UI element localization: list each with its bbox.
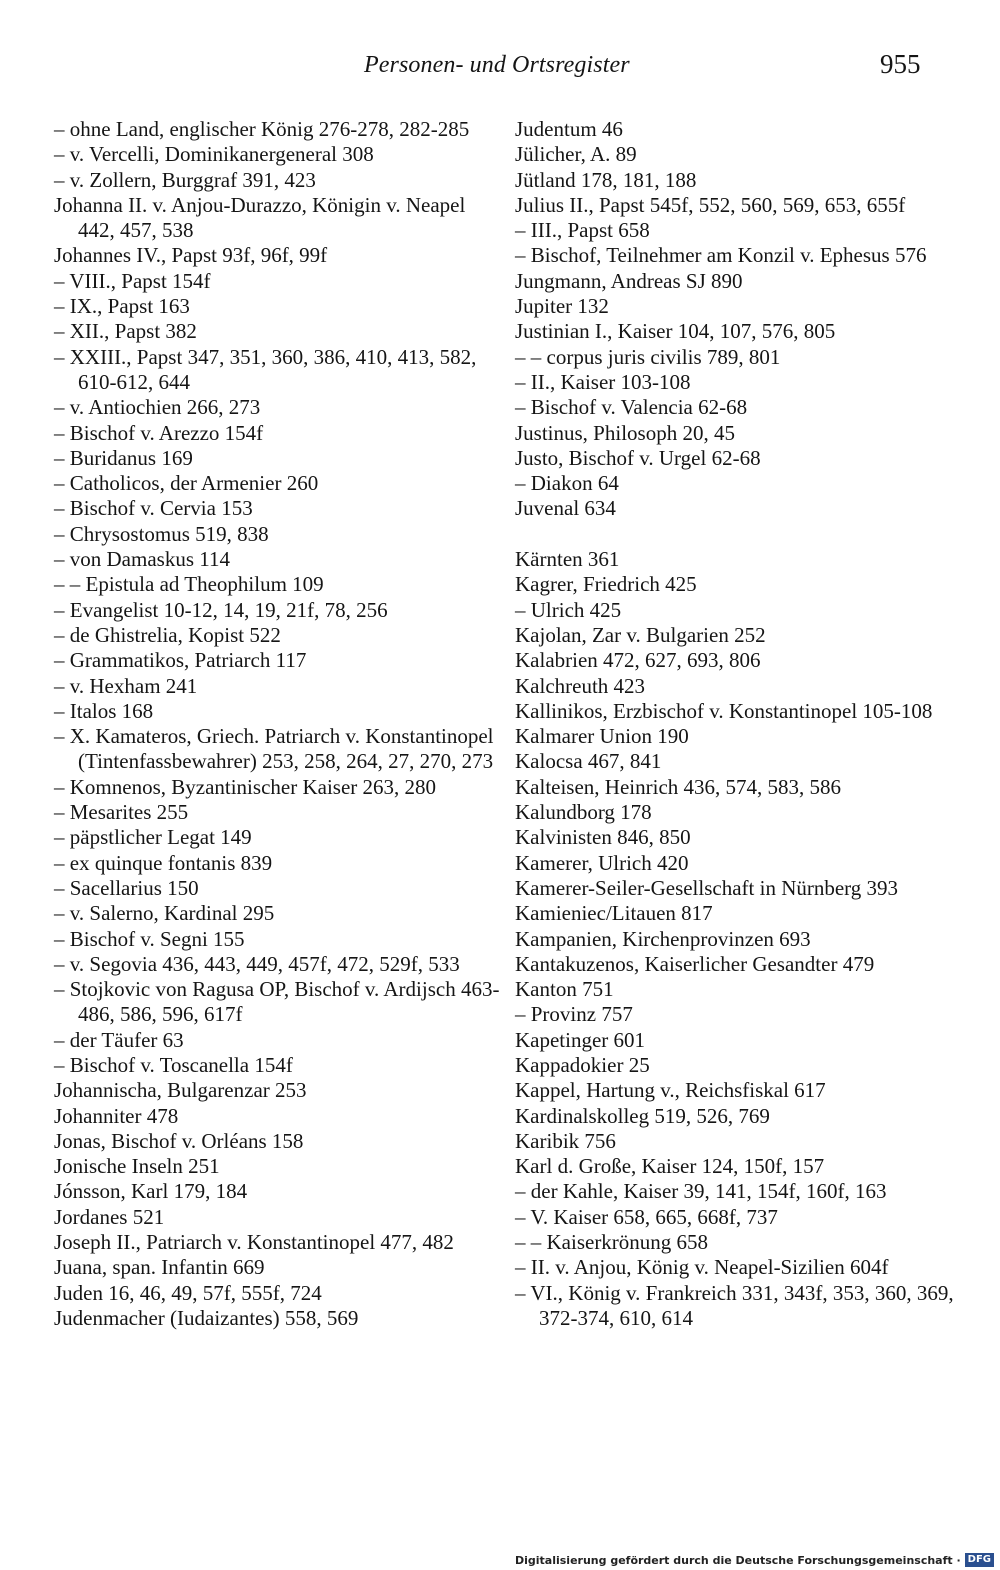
index-entry: Kalmarer Union 190 xyxy=(515,724,689,749)
index-entry: – Diakon 64 xyxy=(515,471,619,496)
index-entry: Kappadokier 25 xyxy=(515,1052,650,1077)
index-entry: Kagrer, Friedrich 425 xyxy=(515,572,697,597)
index-entry: Jülicher, A. 89 xyxy=(515,142,637,167)
index-entry: Kalabrien 472, 627, 693, 806 xyxy=(515,648,761,673)
index-entry: – päpstlicher Legat 149 xyxy=(54,825,252,850)
index-entry: – von Damaskus 114 xyxy=(54,547,230,572)
index-entry: Jupiter 132 xyxy=(515,294,609,319)
index-entry: Kajolan, Zar v. Bulgarien 252 xyxy=(515,622,766,647)
index-entry: – Catholicos, der Armenier 260 xyxy=(54,471,319,496)
index-entry: Johannes IV., Papst 93f, 96f, 99f xyxy=(54,243,328,268)
index-entry: Joseph II., Patriarch v. Konstantinopel 477, 482 xyxy=(54,1230,454,1255)
index-entry: – – Kaiserkrönung 658 xyxy=(515,1230,709,1255)
index-entry: – Bischof v. Valencia 62-68 xyxy=(515,395,748,420)
index-entry: – III., Papst 658 xyxy=(515,218,650,243)
index-entry: Kampanien, Kirchenprovinzen 693 xyxy=(515,926,811,951)
index-entry: Kalchreuth 423 xyxy=(515,673,646,698)
index-entry: Kapetinger 601 xyxy=(515,1027,646,1052)
index-entry: Juden 16, 46, 49, 57f, 555f, 724 xyxy=(54,1280,322,1305)
index-entry: – Bischof, Teilnehmer am Konzil v. Ephesus 576 xyxy=(515,243,927,268)
index-entry: – II. v. Anjou, König v. Neapel-Sizilien 604f xyxy=(515,1255,889,1280)
index-entry: Jordanes 521 xyxy=(54,1204,165,1229)
index-entry: Kappel, Hartung v., Reichsfiskal 617 xyxy=(515,1078,826,1103)
index-entry: Jonische Inseln 251 xyxy=(54,1154,220,1179)
index-entry: – Stojkovic von Ragusa OP, Bischof v. Ardijsch 463-486, 586, 596, 617f xyxy=(54,977,500,1027)
index-entry: Kanton 751 xyxy=(515,977,614,1002)
index-entry: Judenmacher (Iudaizantes) 558, 569 xyxy=(54,1305,359,1330)
index-entry: – Ulrich 425 xyxy=(515,597,622,622)
index-gap xyxy=(515,522,955,547)
index-entry: – Mesarites 255 xyxy=(54,800,189,825)
index-entry: – VIII., Papst 154f xyxy=(54,268,211,293)
index-entry: Kalvinisten 846, 850 xyxy=(515,825,691,850)
index-entry: Jungmann, Andreas SJ 890 xyxy=(515,268,743,293)
index-entry: – de Ghistrelia, Kopist 522 xyxy=(54,622,281,647)
index-entry: – v. Segovia 436, 443, 449, 457f, 472, 529f, 533 xyxy=(54,951,460,976)
index-entry: – v. Hexham 241 xyxy=(54,673,198,698)
index-entry: – ex quinque fontanis 839 xyxy=(54,850,273,875)
index-entry: Juvenal 634 xyxy=(515,496,616,521)
index-entry: – ohne Land, englischer König 276-278, 282-285 xyxy=(54,117,470,141)
index-entry: – Bischof v. Cervia 153 xyxy=(54,496,253,521)
index-entry: – Sacellarius 150 xyxy=(54,875,199,900)
index-entry: – Provinz 757 xyxy=(515,1002,633,1027)
index-entry: – Bischof v. Segni 155 xyxy=(54,926,245,951)
index-entry: – XII., Papst 382 xyxy=(54,319,197,344)
index-entry: – V. Kaiser 658, 665, 668f, 737 xyxy=(515,1204,778,1229)
index-entry: Kalundborg 178 xyxy=(515,800,652,825)
index-entry: Johanniter 478 xyxy=(54,1103,179,1128)
index-entry: Kamerer, Ulrich 420 xyxy=(515,850,689,875)
index-entry: Karibik 756 xyxy=(515,1128,616,1153)
index-entry: Johannischa, Bulgarenzar 253 xyxy=(54,1078,307,1103)
index-entry: – XXIII., Papst 347, 351, 360, 386, 410, 413, 582, 610-612, 644 xyxy=(54,344,477,394)
index-entry: Kärnten 361 xyxy=(515,547,620,572)
index-entry: – – Epistula ad Theophilum 109 xyxy=(54,572,324,597)
page-header xyxy=(0,48,1000,88)
index-entry: Julius II., Papst 545f, 552, 560, 569, 653, 655f xyxy=(515,192,906,217)
footer-credit xyxy=(515,1553,994,1567)
index-entry: Jónsson, Karl 179, 184 xyxy=(54,1179,248,1204)
running-title: Personen- und Ortsregister xyxy=(364,52,630,78)
index-entry: Justinian I., Kaiser 104, 107, 576, 805 xyxy=(515,319,836,344)
index-entry: Kallinikos, Erzbischof v. Konstantinopel 105-108 xyxy=(515,698,933,723)
index-entry: – Chrysostomus 519, 838 xyxy=(54,521,269,546)
index-entry: – der Täufer 63 xyxy=(54,1027,184,1052)
index-entry: Kalteisen, Heinrich 436, 574, 583, 586 xyxy=(515,774,842,799)
index-entry: Jütland 178, 181, 188 xyxy=(515,167,697,192)
index-column-left xyxy=(54,117,504,1331)
index-entry: – – corpus juris civilis 789, 801 xyxy=(515,344,781,369)
index-entry: – IX., Papst 163 xyxy=(54,294,190,319)
index-entry: Justo, Bischof v. Urgel 62-68 xyxy=(515,445,761,470)
index-entry: – v. Zollern, Burggraf 391, 423 xyxy=(54,167,316,192)
index-entry: Johanna II. v. Anjou-Durazzo, Königin v. Neapel 442, 457, 538 xyxy=(54,192,466,243)
index-entry: – Italos 168 xyxy=(54,698,154,723)
index-column-right xyxy=(515,117,955,1331)
page-number: 955 xyxy=(880,49,921,79)
index-entry: – v. Salerno, Kardinal 295 xyxy=(54,901,275,926)
index-entry: Kantakuzenos, Kaiserlicher Gesandter 479 xyxy=(515,951,875,976)
footer-text: Digitalisierung gefördert durch die Deutsche Forschungsgemeinschaft · xyxy=(514,1553,961,1567)
index-entry: – Bischof v. Arezzo 154f xyxy=(54,420,264,445)
index-entry: – v. Antiochien 266, 273 xyxy=(54,395,261,420)
index-entry: – v. Vercelli, Dominikanergeneral 308 xyxy=(54,142,374,167)
index-entry: – X. Kamateros, Griech. Patriarch v. Konstantinopel (Tintenfassbewahrer) 253, 258, 264, 27, 270, 273 xyxy=(54,724,494,774)
index-entry: – Grammatikos, Patriarch 117 xyxy=(54,648,307,673)
index-entry: Kamieniec/Litauen 817 xyxy=(515,901,713,926)
index-entry: Justinus, Philosoph 20, 45 xyxy=(515,420,735,445)
index-entry: – Evangelist 10-12, 14, 19, 21f, 78, 256 xyxy=(54,597,388,622)
index-entry: – II., Kaiser 103-108 xyxy=(515,369,691,394)
dfg-logo: DFG xyxy=(965,1553,994,1567)
index-entry: – VI., König v. Frankreich 331, 343f, 353, 360, 369, 372-374, 610, 614 xyxy=(515,1280,954,1330)
index-entry: Karl d. Große, Kaiser 124, 150f, 157 xyxy=(515,1154,825,1179)
index-entry: Kardinalskolleg 519, 526, 769 xyxy=(515,1103,770,1128)
index-entry: – Buridanus 169 xyxy=(54,445,193,470)
index-entry: Juana, span. Infantin 669 xyxy=(54,1255,265,1280)
index-entry: Judentum 46 xyxy=(515,117,623,141)
index-entry: – Komnenos, Byzantinischer Kaiser 263, 280 xyxy=(54,774,437,799)
index-entry: Jonas, Bischof v. Orléans 158 xyxy=(54,1128,304,1153)
index-entry: – Bischof v. Toscanella 154f xyxy=(54,1052,293,1077)
index-entry: – der Kahle, Kaiser 39, 141, 154f, 160f, 163 xyxy=(515,1179,887,1204)
index-entry: Kalocsa 467, 841 xyxy=(515,749,662,774)
index-entry: Kamerer-Seiler-Gesellschaft in Nürnberg 393 xyxy=(515,875,899,900)
